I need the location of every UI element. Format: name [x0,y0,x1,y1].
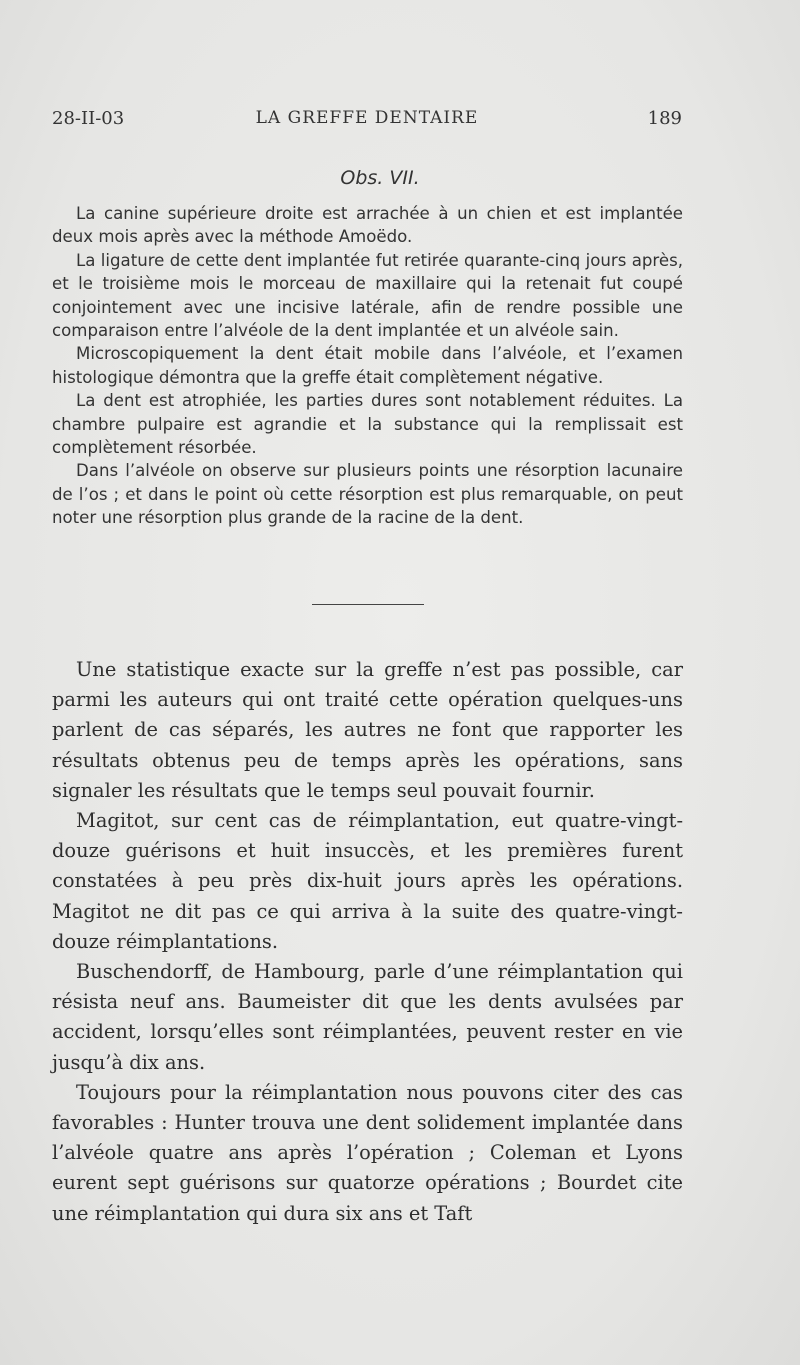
body-text [52,655,683,1229]
header-date: 28-II-03 [52,108,125,129]
observation-paragraph: La ligature de cette dent implantée fut retirée quarante-cinq jours après, et le troisième mois le morceau de maxillaire qui la retenait fut coupé conjointement avec une incisive latérale, afin de rendre possible une comparaison entre l’alvéole de la dent implantée et un alvéole sain. [52,250,683,341]
section-divider [312,604,424,605]
running-title: LA GREFFE DENTAIRE [255,108,479,128]
running-header [52,108,682,138]
body-paragraph: Une statistique exacte sur la greffe n’est pas possible, car parmi les auteurs qui ont traité cette opération quelques-uns parlent de cas séparés, les autres ne font que rapporter les résultats obtenus peu de temps après les opérations, sans signaler les résultats que le temps seul pouvait fournir. [52,658,683,802]
body-paragraph: Magitot, sur cent cas de réimplantation, eut quatre-vingt-douze guérisons et huit insuccès, et les premières furent constatées à peu près dix-huit jours après les opérations. Magitot ne dit pas ce qui arriva à la suite des quatre-vingt-douze réimplantations. [52,809,683,953]
body-paragraph: Toujours pour la réimplantation nous pouvons citer des cas favorables : Hunter trouva une dent solidement implantée dans l’alvéole quatre ans après l’opération ; Coleman et Lyons eurent sept guérisons sur quatorze opérations ; Bourdet cite une réimplantation qui dura six ans et Taft [52,1080,683,1225]
body-paragraph: Buschendorff, de Hambourg, parle d’une réimplantation qui résista neuf ans. Baumeister dit que les dents avulsées par accident, lorsqu’elles sont réimplantées, peuvent rester en vie jusqu’à dix ans. [52,960,683,1074]
page-number: 189 [647,108,682,129]
observation-paragraph: La canine supérieure droite est arrachée à un chien et est implantée deux mois après avec la méthode Amoëdo. [52,204,683,247]
observation-paragraph: Microscopiquement la dent était mobile dans l’alvéole, et l’examen histologique démontra que la greffe était complètement négative. [52,344,683,387]
observation-paragraph: La dent est atrophiée, les parties dures sont notablement réduites. La chambre pulpaire est agrandie et la substance qui la remplissait est complètement résorbée. [52,391,683,458]
observation-title: Obs. VII. [340,167,420,189]
observation-text [52,202,683,530]
observation-paragraph: Dans l’alvéole on observe sur plusieurs points une résorption lacunaire de l’os ; et dans le point où cette résorption est plus remarquable, on peut noter une résorption plus grande de la racine de la dent. [52,461,683,528]
